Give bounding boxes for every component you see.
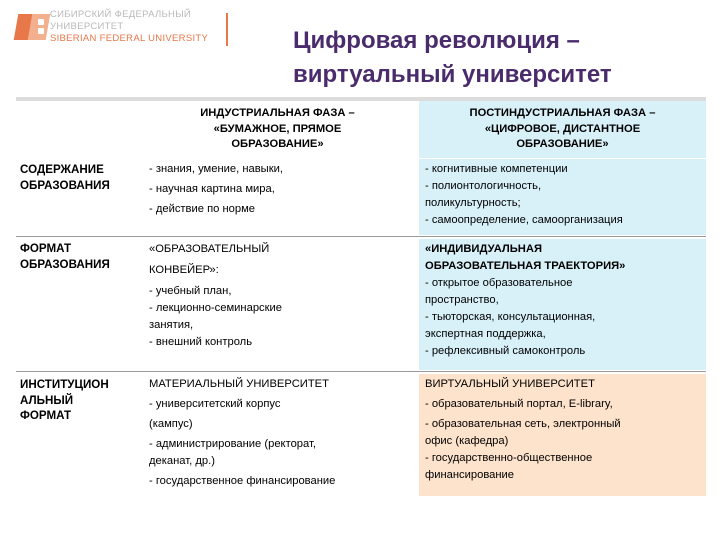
university-logo (16, 10, 216, 44)
column-header-line: ИНДУСТРИАЛЬНАЯ ФАЗА – (200, 107, 355, 120)
cell-line: - знания, умение, навыки, (149, 163, 283, 175)
cell-line: занятия, (149, 319, 194, 331)
row-label-line: ОБРАЗОВАНИЯ (20, 257, 110, 271)
row-label-line: ФОРМАТ (20, 242, 72, 255)
cell-line: - администрирование (ректорат, (149, 438, 316, 450)
row-divider (16, 371, 706, 372)
cell-line: - полионтологичность, (425, 180, 542, 192)
cell-line: МАТЕРИАЛЬНЫЙ УНИВЕРСИТЕТ (149, 378, 329, 390)
cell-line: экспертная поддержка, (425, 328, 546, 340)
column-header-industrial (143, 101, 412, 158)
slide-title (293, 24, 713, 92)
cell-line: - открытое образовательное (425, 277, 573, 289)
cell-line: «ОБРАЗОВАТЕЛЬНЫЙ (149, 243, 270, 255)
cell-line: деканат, др.) (149, 455, 215, 467)
cell-line: - образовательная сеть, электронный (425, 418, 621, 430)
logo-line-ru: СИБИРСКИЙ ФЕДЕРАЛЬНЫЙ УНИВЕРСИТЕТ (49, 9, 192, 32)
cell-line: ВИРТУАЛЬНЫЙ УНИВЕРСИТЕТ (425, 378, 595, 390)
cell-line: - самоопределение, самоорганизация (425, 214, 623, 226)
cell-line: - действие по норме (149, 203, 255, 215)
row-label-line: ФОРМАТ (20, 409, 72, 422)
column-header-line: ОБРАЗОВАНИЕ» (231, 138, 324, 151)
cell-line: - внешний контроль (149, 336, 253, 348)
row-label-format (20, 241, 110, 272)
cell-line: - университетский корпус (149, 398, 281, 410)
cell-line: офис (кафедра) (425, 435, 509, 447)
row-label-line: АЛЬНЫЙ (20, 393, 74, 407)
cell-line: - тьюторская, консультационная, (425, 311, 596, 323)
logo-text (50, 9, 216, 45)
cell-institutional-industrial (143, 374, 412, 496)
row-label-institutional (20, 377, 109, 424)
cell-line: - образовательный портал, E-library, (425, 398, 613, 410)
cell-line: - государственно-общественное (425, 452, 593, 464)
column-header-line: ПОСТИНДУСТРИАЛЬНАЯ ФАЗА – (469, 107, 656, 120)
column-header-line: «ЦИФРОВОЕ, ДИСТАНТНОЕ (484, 122, 641, 135)
cell-line: поликультурность; (425, 197, 521, 209)
cell-line: (кампус) (149, 418, 193, 430)
cell-line: пространство, (425, 294, 499, 306)
cell-line: КОНВЕЙЕР»: (149, 264, 219, 276)
cell-line: - когнитивные компетенции (425, 163, 568, 175)
cell-institutional-postindustrial (419, 374, 706, 496)
title-line-2: виртуальный университет (293, 61, 612, 88)
row-label-line: СОДЕРЖАНИЕ (20, 163, 104, 176)
logo-line-en: SIBERIAN FEDERAL UNIVERSITY (49, 33, 209, 44)
sfu-logo-icon (16, 12, 42, 42)
cell-content-industrial (143, 159, 412, 235)
row-label-line: ОБРАЗОВАНИЯ (20, 178, 110, 192)
cell-line: финансирование (425, 469, 515, 481)
cell-line: - лекционно-семинарские (149, 302, 282, 314)
cell-format-postindustrial (419, 239, 706, 370)
cell-line: ОБРАЗОВАТЕЛЬНАЯ ТРАЕКТОРИЯ» (425, 260, 626, 272)
cell-content-postindustrial (419, 159, 706, 235)
column-header-line: ОБРАЗОВАНИЕ» (516, 138, 609, 151)
cell-line: - научная картина мира, (149, 183, 275, 195)
cell-line: - государственное финансирование (149, 475, 336, 487)
cell-line: - учебный план, (149, 285, 232, 297)
column-header-postindustrial (419, 101, 706, 158)
column-header-line: «БУМАЖНОЕ, ПРЯМОЕ (213, 122, 342, 135)
row-label-content (20, 162, 110, 193)
row-label-line: ИНСТИТУЦИОН (20, 378, 109, 391)
logo-divider (226, 13, 228, 46)
title-line-1: Цифровая революция – (293, 27, 580, 54)
cell-line: - рефлексивный самоконтроль (425, 345, 586, 357)
row-divider (16, 236, 706, 237)
cell-format-industrial (143, 239, 412, 370)
cell-line: «ИНДИВИДУАЛЬНАЯ (425, 243, 543, 255)
